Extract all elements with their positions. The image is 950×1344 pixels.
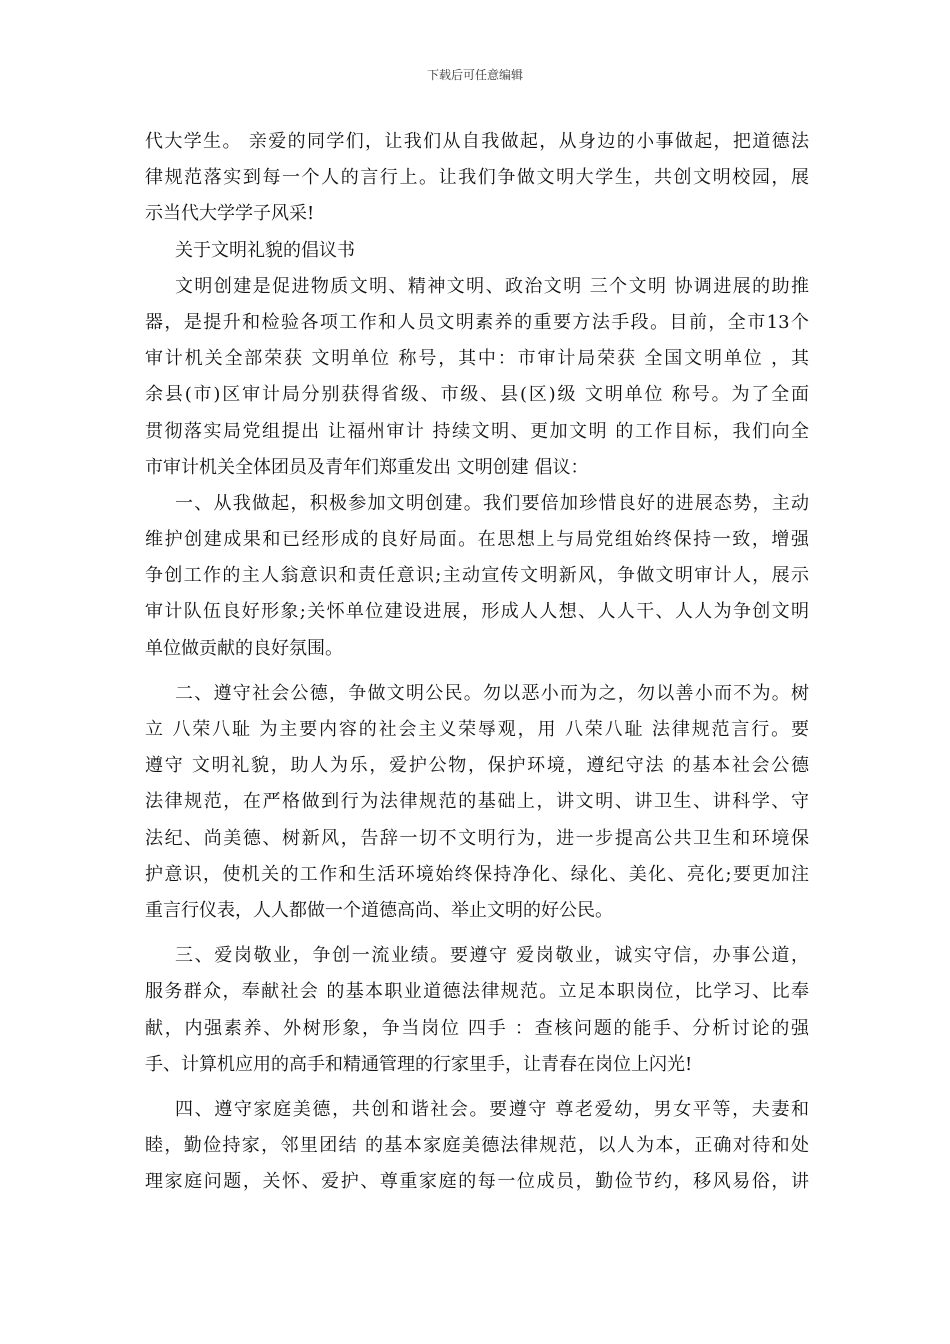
text-line: 器，是提升和检验各项工作和人员文明素养的重要方法手段。目前，全市13个 [145,311,809,333]
text-line: 审计机关全部荣获 文明单位 称号，其中：市审计局荣获 全国文明单位 ，其 [145,348,809,370]
text-line: 法纪、尚美德、树新风，告辞一切不文明行为，进一步提高公共卫生和环境保 [145,827,809,849]
text-line: 贯彻落实局党组提出 让福州审计 持续文明、更加文明 的工作目标，我们向全 [145,420,809,442]
text-line: 单位做贡献的良好氛围。 [145,637,343,659]
text-line: 律规范落实到每一个人的言行上。让我们争做文明大学生，共创文明校园，展 [145,167,809,189]
text-line: 法律规范，在严格做到行为法律规范的基础上，讲文明、讲卫生、讲科学、守 [145,791,809,813]
text-line: 睦，勤俭持家，邻里团结 的基本家庭美德法律规范，以人为本，正确对待和处 [145,1135,809,1157]
text-line: 代大学生。 亲爱的同学们，让我们从自我做起，从身边的小事做起，把道德法 [145,131,809,152]
text-line: 立 八荣八耻 为主要内容的社会主义荣辱观，用 八荣八耻 法律规范言行。要 [145,719,809,740]
text-line: 一、从我做起，积极参加文明创建。我们要倍加珍惜良好的进展态势，主动 [175,492,809,514]
text-line: 维护创建成果和已经形成的良好局面。在思想上与局党组始终保持一致，增强 [145,529,809,551]
text-line: 三、爱岗敬业，争创一流业绩。要遵守 爱岗敬业，诚实守信，办事公道， [175,945,809,967]
text-line: 护意识，使机关的工作和生活环境始终保持净化、绿化、美化、亮化;要更加注 [145,863,809,885]
text-line: 余县(市)区审计局分别获得省级、市级、县(区)级 文明单位 称号。为了全面 [145,384,809,406]
text-line: 争创工作的主人翁意识和责任意识;主动宣传文明新风，争做文明审计人，展示 [145,565,809,587]
text-line: 市审计机关全体团员及青年们郑重发出 文明创建 倡议： [145,456,589,478]
text-line: 服务群众，奉献社会 的基本职业道德法律规范。立足本职岗位，比学习、比奉 [145,981,809,1003]
text-line: 四、遵守家庭美德，共创和谐社会。要遵守 尊老爱幼，男女平等，夫妻和 [175,1098,809,1120]
text-line: 献，内强素养、外树形象，争当岗位 四手 ：查核问题的能手、分析讨论的强 [145,1017,809,1039]
page-header: 下载后可任意编辑 [426,68,523,82]
text-line: 示当代大学学子风采! [145,203,315,225]
text-line: 重言行仪表，人人都做一个道德高尚、举止文明的好公民。 [145,899,613,921]
text-line: 二、遵守社会公德，争做文明公民。勿以恶小而为之，勿以善小而不为。树 [175,682,809,704]
text-line: 手、计算机应用的高手和精通管理的行家里手，让青春在岗位上闪光! [145,1053,693,1075]
text-line: 遵守 文明礼貌，助人为乐，爱护公物，保护环境，遵纪守法 的基本社会公德 [145,755,809,777]
text-line: 审计队伍良好形象;关怀单位建设进展，形成人人想、人人干、人人为争创文明 [145,601,809,623]
section-title: 关于文明礼貌的倡议书 [175,239,355,261]
text-line: 理家庭问题，关怀、爱护、尊重家庭的每一位成员，勤俭节约，移风易俗，讲 [145,1171,809,1193]
document-body [145,124,809,1200]
text-line: 文明创建是促进物质文明、精神文明、政治文明 三个文明 协调进展的助推 [175,275,809,297]
